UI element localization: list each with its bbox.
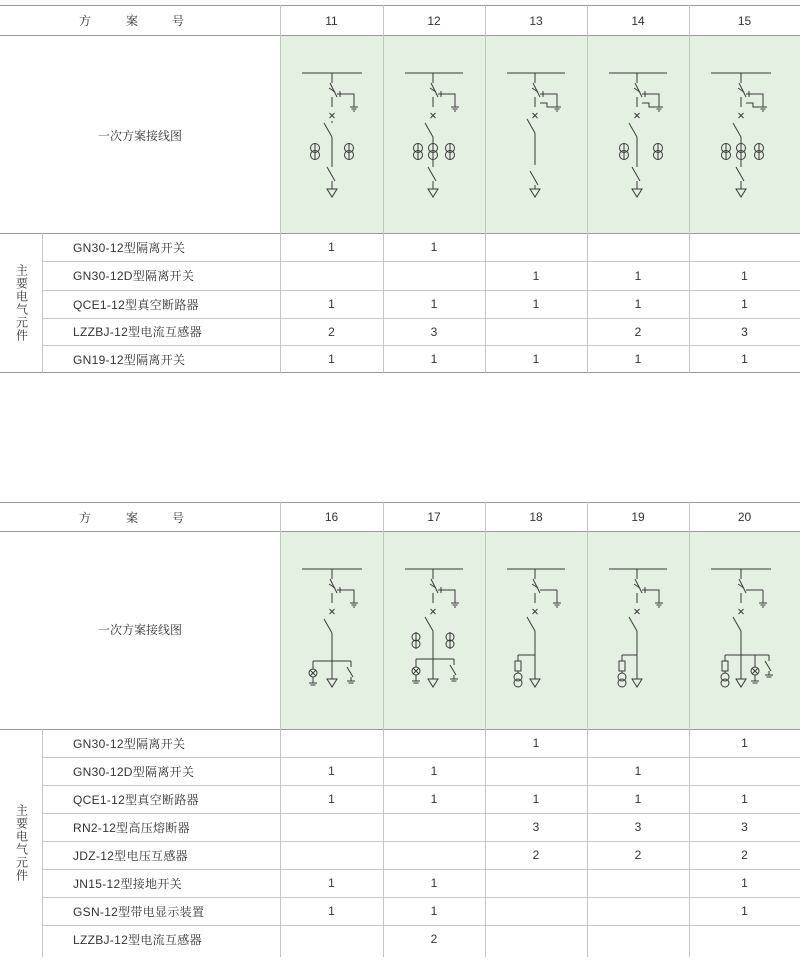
scheme-18-diagram	[485, 531, 587, 729]
component-name: GSN-12型带电显示装置	[73, 904, 205, 919]
value-cell: 1	[532, 792, 540, 806]
scheme-number: 20	[737, 509, 752, 524]
value-cell	[689, 925, 800, 953]
component-name: LZZBJ-12型电流互感器	[73, 325, 202, 339]
scheme-number: 16	[324, 509, 339, 524]
value-cell: 1	[532, 736, 540, 750]
value-cell	[485, 925, 587, 953]
header-char: 案	[126, 14, 139, 28]
component-name: LZZBJ-12型电流互感器	[73, 932, 202, 947]
value-cell	[485, 318, 587, 345]
rule	[42, 841, 800, 842]
scheme-number: 14	[631, 13, 645, 28]
rule	[42, 869, 800, 870]
component-name: QCE1-12型真空断路器	[73, 792, 199, 807]
rule	[0, 729, 800, 730]
value-cell: 1	[430, 764, 438, 778]
value-cell: 1	[741, 352, 748, 366]
value-cell: 3	[430, 324, 438, 339]
scheme-table-2	[0, 500, 800, 958]
value-cell: 3	[741, 820, 748, 834]
component-name: GN30-12型隔离开关	[73, 240, 186, 255]
component-name: GN30-12D型隔离开关	[73, 764, 195, 779]
value-cell: 1	[741, 268, 748, 283]
value-cell: 1	[741, 736, 748, 750]
scheme-15-diagram	[689, 35, 800, 233]
value-cell: 3	[532, 820, 540, 834]
value-cell: 2	[532, 848, 540, 862]
scheme-number: 15	[737, 13, 752, 28]
value-cell	[587, 869, 689, 897]
scheme-17-diagram	[383, 531, 485, 729]
rule	[42, 897, 800, 898]
rule	[0, 372, 800, 373]
value-cell: 2	[430, 932, 438, 946]
value-cell	[280, 729, 383, 757]
value-cell: 1	[532, 268, 540, 283]
value-cell: 1	[634, 352, 642, 366]
value-cell	[485, 869, 587, 897]
value-cell	[587, 925, 689, 953]
scheme-14-diagram	[587, 35, 689, 233]
scheme-number: 13	[529, 13, 543, 28]
value-cell: 1	[430, 904, 438, 918]
value-cell: 1	[328, 764, 335, 778]
header-char: 方	[79, 14, 92, 28]
diagram-label: 一次方案接线图	[97, 129, 182, 143]
value-cell: 1	[741, 297, 748, 311]
value-cell: 1	[430, 876, 438, 890]
value-cell	[587, 729, 689, 757]
value-cell: 1	[328, 240, 335, 254]
header-char: 号	[172, 511, 185, 525]
header-label	[0, 502, 280, 533]
value-cell: 1	[328, 904, 335, 918]
rule	[42, 261, 800, 262]
value-cell: 1	[328, 876, 335, 890]
value-cell: 1	[741, 904, 748, 918]
value-cell: 1	[741, 876, 748, 890]
scheme-number: 12	[427, 13, 441, 28]
scheme-number: 18	[529, 509, 543, 524]
rule	[42, 785, 800, 786]
rule	[42, 925, 800, 926]
rule	[0, 5, 800, 6]
value-cell: 1	[328, 792, 335, 806]
component-name: GN30-12D型隔离开关	[73, 269, 195, 283]
component-name: GN30-12型隔离开关	[73, 736, 186, 751]
scheme-12-diagram	[383, 35, 485, 233]
component-name: JN15-12型接地开关	[73, 876, 182, 891]
scheme-20-diagram	[689, 531, 800, 729]
component-name: JDZ-12型电压互感器	[73, 848, 188, 863]
scheme-number: 17	[427, 509, 441, 524]
rule	[42, 813, 800, 814]
value-cell	[280, 261, 383, 290]
value-cell	[587, 897, 689, 925]
value-cell	[383, 813, 485, 841]
header-char: 方	[79, 511, 92, 525]
value-cell	[280, 925, 383, 953]
value-cell	[383, 841, 485, 869]
value-cell: 1	[430, 792, 438, 806]
value-cell: 1	[430, 240, 438, 254]
scheme-number: 19	[631, 509, 645, 524]
rule	[0, 233, 800, 234]
value-cell	[383, 729, 485, 757]
diagram-label: 一次方案接线图	[97, 623, 182, 637]
value-cell: 1	[634, 268, 642, 283]
header-label	[0, 5, 280, 36]
component-name: RN2-12型高压熔断器	[73, 820, 190, 835]
value-cell: 1	[634, 792, 642, 806]
value-cell: 3	[741, 324, 748, 339]
value-cell	[485, 897, 587, 925]
grid-line	[42, 729, 43, 957]
value-cell: 2	[328, 324, 335, 339]
group-label: 主要电气元件	[14, 264, 29, 342]
value-cell: 1	[328, 352, 335, 366]
grid-line	[42, 233, 43, 373]
value-cell: 2	[634, 324, 642, 339]
scheme-11-diagram	[280, 35, 383, 233]
value-cell	[587, 233, 689, 261]
value-cell: 3	[634, 820, 642, 834]
scheme-table-1	[0, 0, 800, 373]
value-cell: 1	[430, 297, 438, 311]
value-cell	[689, 757, 800, 785]
scheme-13-diagram	[485, 35, 587, 233]
scheme-number: 11	[325, 13, 338, 28]
rule	[42, 290, 800, 291]
value-cell: 1	[634, 297, 642, 311]
rule	[0, 502, 800, 503]
rule	[42, 318, 800, 319]
value-cell: 1	[532, 352, 540, 366]
value-cell: 1	[328, 297, 335, 311]
header-char: 案	[126, 511, 139, 525]
value-cell	[689, 233, 800, 261]
value-cell	[280, 813, 383, 841]
header-char: 号	[172, 14, 185, 28]
value-cell: 2	[741, 848, 748, 862]
value-cell: 1	[430, 352, 438, 366]
value-cell	[485, 757, 587, 785]
value-cell: 1	[741, 792, 748, 806]
value-cell: 2	[634, 848, 642, 862]
component-name: GN19-12型隔离开关	[73, 352, 186, 367]
value-cell: 1	[532, 297, 540, 311]
rule	[42, 757, 800, 758]
rule	[42, 345, 800, 346]
group-label: 主要电气元件	[14, 804, 29, 882]
value-cell: 1	[634, 764, 642, 778]
scheme-19-diagram	[587, 531, 689, 729]
value-cell	[485, 233, 587, 261]
component-name: QCE1-12型真空断路器	[73, 297, 199, 312]
value-cell	[280, 841, 383, 869]
scheme-16-diagram	[280, 531, 383, 729]
value-cell	[383, 261, 485, 290]
